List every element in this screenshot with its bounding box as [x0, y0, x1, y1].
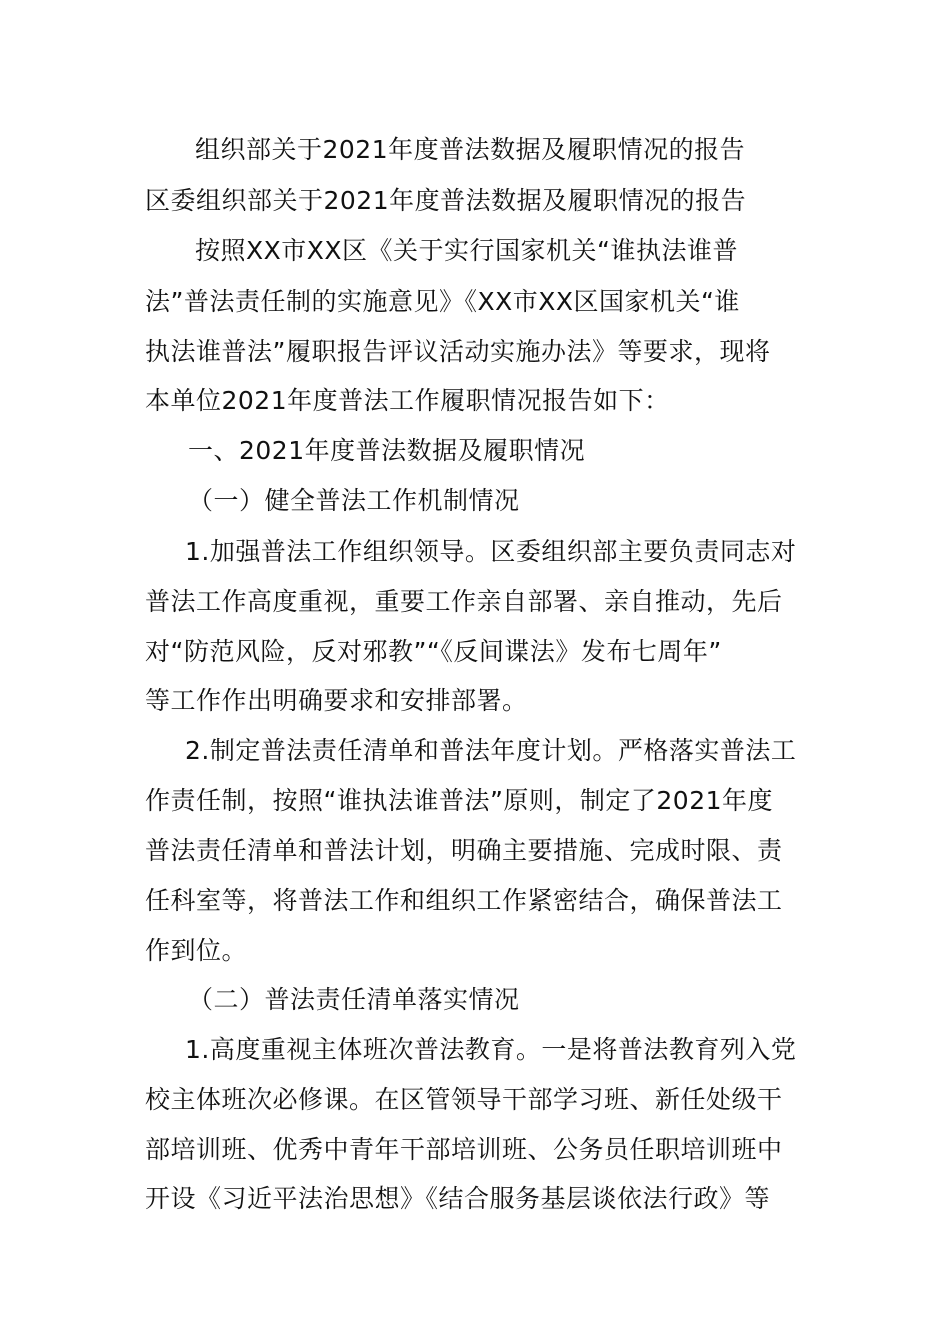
paragraph-line: 执法谁普法”履职报告评议活动实施办法》等要求，现将 — [145, 337, 771, 366]
paragraph-line: 对“防范风险，反对邪教”“《反间谍法》发布七周年” — [145, 637, 722, 666]
paragraph-line: 1.高度重视主体班次普法教育。一是将普法教育列入党 — [185, 1035, 797, 1064]
paragraph-line: 法”普法责任制的实施意见》《XX市XX区国家机关“谁 — [145, 287, 740, 316]
subsection-heading: （二）普法责任清单落实情况 — [188, 985, 520, 1014]
paragraph-line: 部培训班、优秀中青年干部培训班、公务员任职培训班中 — [145, 1135, 783, 1164]
paragraph-line: 校主体班次必修课。在区管领导干部学习班、新任处级干 — [145, 1085, 783, 1114]
paragraph-line: 作到位。 — [145, 936, 248, 965]
paragraph-line: 开设《习近平法治思想》《结合服务基层谈依法行政》等 — [145, 1184, 771, 1213]
section-heading: 一、2021年度普法数据及履职情况 — [188, 436, 586, 465]
document-title: 组织部关于2021年度普法数据及履职情况的报告 — [195, 135, 746, 164]
paragraph-line: 等工作作出明确要求和安排部署。 — [145, 686, 528, 715]
paragraph-line: 普法责任清单和普法计划，明确主要措施、完成时限、责 — [145, 836, 783, 865]
paragraph-line: 普法工作高度重视，重要工作亲自部署、亲自推动，先后 — [145, 587, 783, 616]
paragraph-line: 作责任制，按照“谁执法谁普法”原则，制定了2021年度 — [145, 786, 774, 815]
document-subtitle: 区委组织部关于2021年度普法数据及履职情况的报告 — [145, 186, 747, 215]
paragraph-line: 按照XX市XX区《关于实行国家机关“谁执法谁普 — [195, 236, 738, 265]
subsection-heading: （一）健全普法工作机制情况 — [188, 486, 520, 515]
paragraph-line: 本单位2021年度普法工作履职情况报告如下： — [145, 386, 670, 415]
paragraph-line: 1.加强普法工作组织领导。区委组织部主要负责同志对 — [185, 537, 797, 566]
paragraph-line: 2.制定普法责任清单和普法年度计划。严格落实普法工 — [185, 736, 797, 765]
paragraph-line: 任科室等，将普法工作和组织工作紧密结合，确保普法工 — [145, 886, 783, 915]
